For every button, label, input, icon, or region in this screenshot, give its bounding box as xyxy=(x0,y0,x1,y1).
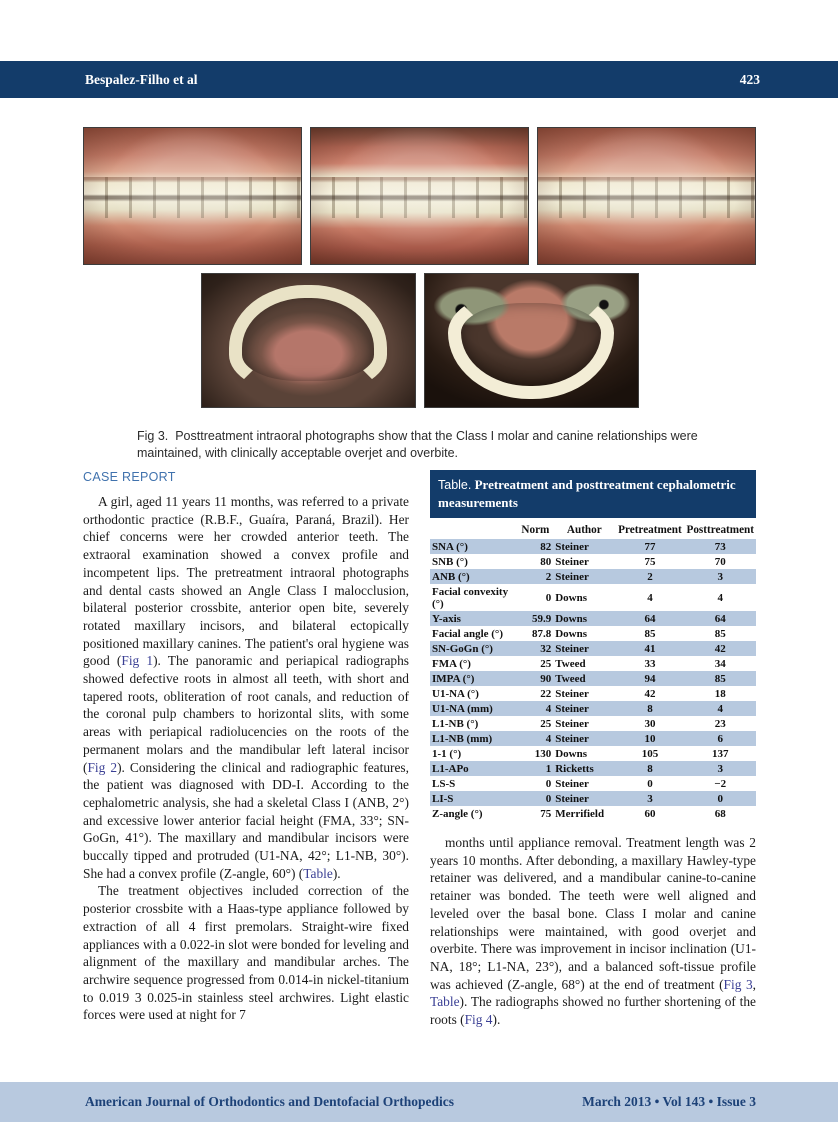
paragraph-text: A girl, aged 11 years 11 months, was referred to a private orthodontic practice (R.B.F., Guaíra, Paraná, Brazil). Her chief concerns were her crowded anterior teeth. The extraoral examination showed a convex profile and incompetent lips. The pretreatment intraoral photographs and dental casts showed an Angle Class I malocclusion, bilateral posterior crossbite, anterior open bite, severely rotated maxillary incisors, and bilateral ectopically positioned maxillary canines. The patient's oral hygiene was good ( xyxy=(83,494,409,669)
paragraph-text: months until appliance removal. Treatment length was 2 years 10 months. After debonding, a maxillary Hawley-type retainer was delivered, and a mandibular canine-to-canine retainer was bonded. The teeth were well aligned and leveled over the basal bone. Class I molar and canine relationships were maintained, with good overjet and overbite. There was improvement in incisor inclination (U1-NA, 18°; L1-NA, 23°), and a balanced soft-tissue profile was achieved (Z-angle, 68°) at the end of treatment ( xyxy=(430,835,756,992)
column-header: Author xyxy=(566,524,602,536)
table-row xyxy=(430,656,756,671)
table-row xyxy=(430,611,756,626)
column-header: Posttreatment xyxy=(686,524,754,536)
cell-norm: 1 xyxy=(545,762,552,775)
cell-author: Steiner xyxy=(555,702,589,715)
journal-footer xyxy=(0,1082,838,1122)
cell-author: Downs xyxy=(555,627,588,640)
cell-norm: 90 xyxy=(540,672,552,685)
cell-post: 73 xyxy=(714,540,726,553)
table-row xyxy=(430,791,756,806)
cell-author: Steiner xyxy=(555,777,589,790)
cell-post: 42 xyxy=(714,642,726,655)
cell-pre: 41 xyxy=(644,642,656,655)
cell-norm: 0 xyxy=(545,591,552,604)
table-row xyxy=(430,746,756,761)
occlusal-photo-mandibular xyxy=(424,273,639,408)
table-row xyxy=(430,806,756,821)
left-column xyxy=(83,470,409,1029)
cell-author: Steiner xyxy=(555,687,589,700)
figure-caption xyxy=(137,428,743,462)
cell-measure: 1-1 (°) xyxy=(432,747,462,760)
cell-pre: 75 xyxy=(644,555,656,568)
cell-post: 68 xyxy=(714,807,726,820)
cell-measure: LS-S xyxy=(432,777,456,790)
running-author: Bespalez-Filho et al xyxy=(85,71,198,87)
occlusal-photo-maxillary xyxy=(201,273,416,408)
cell-measure: SN-GoGn (°) xyxy=(432,642,493,655)
paragraph-text: ). Considering the clinical and radiographic features, the patient was diagnosed with DD-I. According to the cephalometric analysis, she had a skeletal Class I (ANB, 2°) and excessive lower anterior facial height (FMA, 33°; SN-GoGn, 41°). The maxillary and mandibular incisors were buccally tipped and protruded (U1-NA, 42°; L1-NB, 30°). She had a convex profile (Z-angle, 60°) ( xyxy=(83,759,409,881)
body-paragraph-2 xyxy=(83,882,409,1024)
cell-measure: L1-NB (°) xyxy=(432,717,479,730)
column-header-empty xyxy=(430,520,518,539)
cross-reference-link[interactable]: Fig 4 xyxy=(464,1012,493,1028)
cell-post: 6 xyxy=(717,732,723,745)
right-column xyxy=(430,470,756,1029)
cell-norm: 0 xyxy=(545,792,552,805)
table-row xyxy=(430,584,756,611)
cross-reference-link[interactable]: Table xyxy=(430,994,460,1010)
cross-reference-link[interactable]: Fig 1 xyxy=(121,653,154,669)
cell-measure: U1-NA (mm) xyxy=(432,702,493,715)
cell-pre: 8 xyxy=(647,762,653,775)
cell-norm: 2 xyxy=(545,570,552,583)
table-row xyxy=(430,686,756,701)
cell-post: 4 xyxy=(717,702,723,715)
table-title-text: Pretreatment and posttreatment cephalometric measurements xyxy=(438,477,736,510)
table-row xyxy=(430,776,756,791)
cell-post: 3 xyxy=(717,570,723,583)
cell-pre: 2 xyxy=(647,570,653,583)
photo-row-bottom xyxy=(83,273,756,408)
cell-norm: 130 xyxy=(534,747,552,760)
two-column-body xyxy=(83,470,756,1029)
table-row xyxy=(430,554,756,569)
cell-measure: LI-S xyxy=(432,792,454,805)
paragraph-text: ). xyxy=(332,865,341,881)
table-row xyxy=(430,626,756,641)
cell-pre: 10 xyxy=(644,732,656,745)
cell-norm: 87.8 xyxy=(531,627,552,640)
cell-author: Downs xyxy=(555,747,588,760)
figure-caption-label: Fig 3. xyxy=(137,429,169,443)
page-number: 423 xyxy=(739,71,760,87)
body-paragraph-1 xyxy=(83,493,409,882)
cell-norm: 82 xyxy=(540,540,552,553)
cell-measure: SNA (°) xyxy=(432,540,468,553)
cell-pre: 60 xyxy=(644,807,656,820)
cell-author: Steiner xyxy=(555,642,589,655)
cell-pre: 105 xyxy=(641,747,659,760)
figure-3 xyxy=(83,127,756,462)
cell-post: 23 xyxy=(714,717,726,730)
column-header: Norm xyxy=(521,524,550,536)
cell-norm: 80 xyxy=(540,555,552,568)
cell-post: 0 xyxy=(717,792,723,805)
cell-author: Tweed xyxy=(555,657,586,670)
cell-pre: 4 xyxy=(647,591,653,604)
cell-post: 3 xyxy=(717,762,723,775)
cross-reference-link[interactable]: Table xyxy=(303,865,333,881)
body-paragraph-3 xyxy=(430,834,756,1029)
cell-author: Steiner xyxy=(555,555,589,568)
cell-author: Steiner xyxy=(555,540,589,553)
cell-pre: 33 xyxy=(644,657,656,670)
cell-author: Tweed xyxy=(555,672,586,685)
cell-norm: 0 xyxy=(545,777,552,790)
journal-name: American Journal of Orthodontics and Dentofacial Orthopedics xyxy=(85,1094,454,1109)
table-row xyxy=(430,701,756,716)
cell-author: Steiner xyxy=(555,732,589,745)
cell-norm: 59.9 xyxy=(531,612,552,625)
cell-measure: Facial convexity (°) xyxy=(432,585,509,610)
running-header xyxy=(0,61,838,98)
paragraph-text: ). The panoramic and periapical radiographs showed defective roots in almost all teeth, with short and tapered roots, obliteration of root canals, and reduction of the coronal pulp chambers to horizontal slits, with some areas with periapical radiolucencies on the roots of the permanent molars and the mandibular left lateral incisor ( xyxy=(83,653,410,775)
cell-norm: 75 xyxy=(540,807,552,820)
cell-measure: FMA (°) xyxy=(432,657,471,670)
cell-norm: 4 xyxy=(545,732,552,745)
table-row xyxy=(430,671,756,686)
table-row xyxy=(430,539,756,554)
cell-measure: U1-NA (°) xyxy=(432,687,479,700)
intraoral-photo-right-lateral xyxy=(83,127,302,265)
cell-pre: 0 xyxy=(647,777,653,790)
paragraph-text: ). The radiographs showed no further shortening of the roots ( xyxy=(430,994,756,1028)
table-title xyxy=(430,470,756,518)
cell-pre: 77 xyxy=(644,540,656,553)
table-row xyxy=(430,716,756,731)
table-header-row xyxy=(430,520,756,539)
issue-info: March 2013 • Vol 143 • Issue 3 xyxy=(582,1094,756,1109)
cell-post: 34 xyxy=(714,657,726,670)
cell-measure: Facial angle (°) xyxy=(432,627,503,640)
table-row xyxy=(430,761,756,776)
paragraph-text: , xyxy=(752,976,756,992)
paragraph-text: ). xyxy=(492,1012,501,1028)
cell-norm: 32 xyxy=(540,642,552,655)
cross-reference-link[interactable]: Fig 2 xyxy=(87,759,118,775)
cell-norm: 25 xyxy=(540,657,552,670)
cephalometric-table xyxy=(430,520,756,821)
cell-norm: 4 xyxy=(545,702,552,715)
cell-pre: 30 xyxy=(644,717,656,730)
cell-measure: Y-axis xyxy=(432,612,461,625)
cell-author: Merrifield xyxy=(555,807,605,820)
cell-author: Steiner xyxy=(555,570,589,583)
table-header xyxy=(430,520,756,539)
cell-measure: L1-NB (mm) xyxy=(432,732,493,745)
figure-caption-text: Posttreatment intraoral photographs show that the Class I molar and canine relationships were maintained, with clinically acceptable overjet and overbite. xyxy=(137,429,698,460)
cell-pre: 64 xyxy=(644,612,656,625)
cell-author: Steiner xyxy=(555,792,589,805)
table-row xyxy=(430,569,756,584)
intraoral-photo-frontal xyxy=(310,127,529,265)
intraoral-photo-left-lateral xyxy=(537,127,756,265)
cell-author: Steiner xyxy=(555,717,589,730)
cell-pre: 85 xyxy=(644,627,656,640)
table-row xyxy=(430,731,756,746)
cell-post: 18 xyxy=(714,687,726,700)
cell-norm: 22 xyxy=(540,687,552,700)
cell-pre: 42 xyxy=(644,687,656,700)
cell-post: 70 xyxy=(714,555,726,568)
cell-post: 64 xyxy=(714,612,726,625)
cell-pre: 8 xyxy=(647,702,653,715)
cell-measure: L1-APo xyxy=(432,762,469,775)
cell-author: Downs xyxy=(555,612,588,625)
cell-post: 85 xyxy=(714,672,726,685)
cell-post: 85 xyxy=(714,627,726,640)
cell-measure: IMPA (°) xyxy=(432,672,475,685)
cell-measure: Z-angle (°) xyxy=(432,807,483,820)
photo-row-top xyxy=(83,127,756,265)
cell-post: 4 xyxy=(717,591,723,604)
cell-pre: 3 xyxy=(647,792,653,805)
column-header: Pretreatment xyxy=(618,524,682,536)
cell-pre: 94 xyxy=(644,672,656,685)
table-row xyxy=(430,641,756,656)
cell-author: Downs xyxy=(555,591,588,604)
cell-measure: ANB (°) xyxy=(432,570,470,583)
paragraph-text: The treatment objectives included correction of the posterior crossbite with a Haas-type appliance followed by extraction of all 4 first premolars. Straight-wire fixed appliances with a 0.022-in slot were bonded for leveling and alignment of the maxillary and mandibular arches. The archwire sequence progressed from 0.014-in nickel-titanium to 0.019 3 0.025-in stainless steel archwires. Light elastic forces were used at night for 7 xyxy=(83,883,409,1023)
cell-measure: SNB (°) xyxy=(432,555,468,568)
cell-norm: 25 xyxy=(540,717,552,730)
cell-author: Ricketts xyxy=(555,762,594,775)
section-heading-case-report: CASE REPORT xyxy=(83,470,176,484)
ceph-table-body xyxy=(430,539,756,821)
table-title-label: Table. xyxy=(438,478,472,492)
cell-post: −2 xyxy=(714,777,727,790)
cross-reference-link[interactable]: Fig 3 xyxy=(723,976,753,992)
cell-post: 137 xyxy=(711,747,729,760)
